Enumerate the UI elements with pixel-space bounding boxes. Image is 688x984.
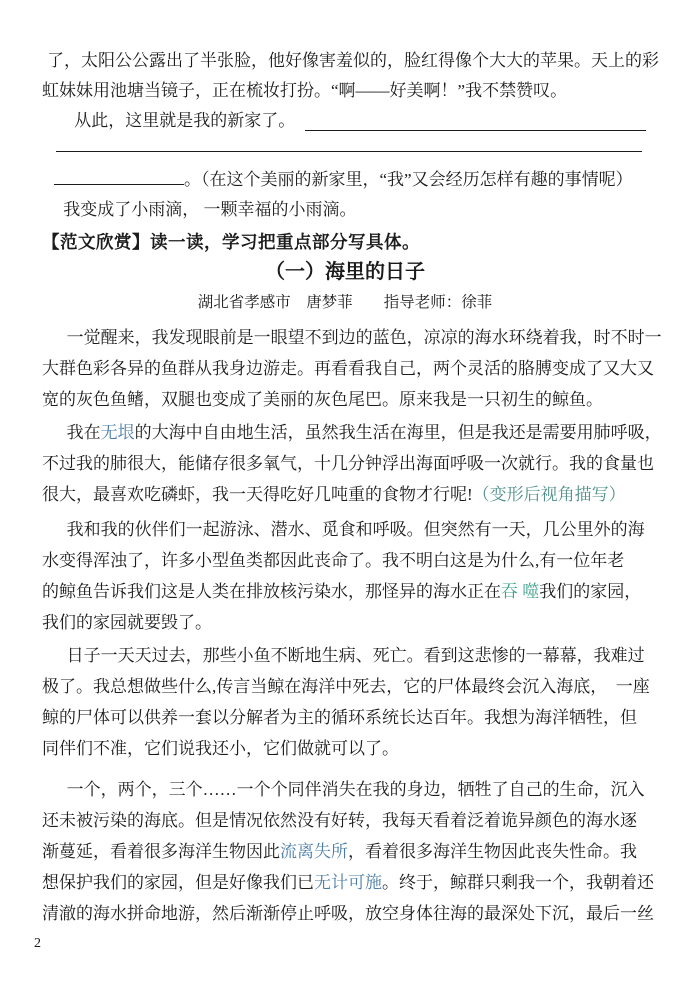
intro-line-3-text: 从此，这里就是我的新家了。 [74, 111, 296, 130]
essay-paragraph-1 [42, 322, 662, 415]
annotation-note: （变形后视角描写） [472, 485, 626, 504]
essay-paragraph-3 [42, 514, 648, 638]
fill-in-blank [54, 183, 184, 185]
essay-line: 渐蔓延，看着很多海洋生物因此流离失所，看着很多海洋生物因此丧失性命。我 [42, 842, 637, 861]
essay-line: 大群色彩各异的鱼群从我身边游走。再看看我自己，两个灵活的胳膊变成了又大又 [42, 359, 654, 378]
intro-closing-line: 我变成了小雨滴， 一颗幸福的小雨滴。 [63, 200, 357, 219]
essay-line: 很大，最喜欢吃磷虾，我一天得吃好几吨重的食物才行呢!（变形后视角描写） [42, 485, 626, 504]
essay-line: 我们的家园就要毁了。 [42, 613, 212, 632]
highlighted-word: 无计可施 [314, 873, 382, 892]
essay-paragraph-4 [42, 640, 648, 764]
essay-line: 想保护我们的家园，但是好像我们已无计可施。终于，鲸群只剩我一个，我朝着还 [42, 873, 654, 892]
essay-line: 一觉醒来，我发现眼前是一眼望不到边的蓝色，凉凉的海水环绕着我，时不时一 [66, 328, 662, 347]
section-header: 【范文欣赏】读一读，学习把重点部分写具体。 [42, 232, 420, 252]
essay-line: 宽的灰色鱼鳍，双腿也变成了美丽的灰色尾巴。原来我是一只初生的鲸鱼。 [42, 390, 603, 409]
intro-line-3 [42, 106, 648, 136]
essay-paragraph-2 [42, 417, 662, 510]
essay-line: 极了。我总想做些什么,传言当鲸在海洋中死去，它的尸体最终会沉入海底， 一座 [42, 677, 650, 696]
highlighted-word: 流离失所 [280, 842, 348, 861]
essay-line: 同伴们不准，它们说我还小，它们做就可以了。 [42, 739, 399, 758]
essay-line: 一个，两个，三个……一个个同伴消失在我的身边，牺牲了自己的生命，沉入 [66, 780, 645, 799]
page-number: 2 [34, 936, 41, 951]
highlighted-word: 吞 噬 [501, 582, 540, 601]
essay-line: 鲸的尸体可以供养一套以分解者为主的循环系统长达百年。我想为海洋牺牲，但 [42, 708, 637, 727]
essay-line: 我和我的伙伴们一起游泳、潜水、觅食和呼吸。但突然有一天，几公里外的海 [66, 520, 645, 539]
essay-byline: 湖北省孝感市 唐梦菲 指导老师：徐菲 [197, 294, 493, 311]
fill-in-underline-full [56, 151, 642, 152]
highlighted-word: 无垠 [100, 423, 135, 442]
essay-line: 水变得浑浊了，许多小型鱼类都因此丧命了。我不明白这是为什么,有一位年老 [42, 551, 625, 570]
parenthetical-prompt: 。（在这个美丽的新家里，“我”又会经历怎样有趣的事情呢） [184, 170, 633, 189]
essay-line: 清澈的海水拼命地游，然后渐渐停止呼吸，放空身体往海的最深处下沉，最后一丝 [42, 904, 654, 923]
essay-line: 我在无垠的大海中自由地生活，虽然我生活在海里，但是我还是需要用肺呼吸， [66, 423, 662, 442]
intro-line-2: 虹妹妹用池塘当镜子，正在梳妆打扮。“啊——好美啊！”我不禁赞叹。 [42, 81, 568, 100]
essay-line: 不过我的肺很大，能储存很多氧气，十几分钟浮出海面呼吸一次就行。我的食量也 [42, 454, 654, 473]
essay-line: 还未被污染的海底。但是情况依然没有好转，我每天看着泛着诡异颜色的海水逐 [42, 811, 637, 830]
essay-paragraph-5 [42, 774, 654, 929]
essay-line: 日子一天天过去，那些小鱼不断地生病、死亡。看到这悲惨的一幕幕，我难过 [66, 646, 645, 665]
essay-title: （一）海里的日子 [265, 261, 425, 283]
fill-in-line-with-note [42, 165, 648, 195]
intro-line-1: 了，太阳公公露出了半张脸，他好像害羞似的，脸红得像个大大的苹果。天上的彩 [47, 51, 659, 70]
essay-line: 的鲸鱼告诉我们这是人类在排放核污染水，那怪异的海水正在吞 噬我们的家园， [42, 582, 642, 601]
fill-in-underline [305, 106, 646, 131]
